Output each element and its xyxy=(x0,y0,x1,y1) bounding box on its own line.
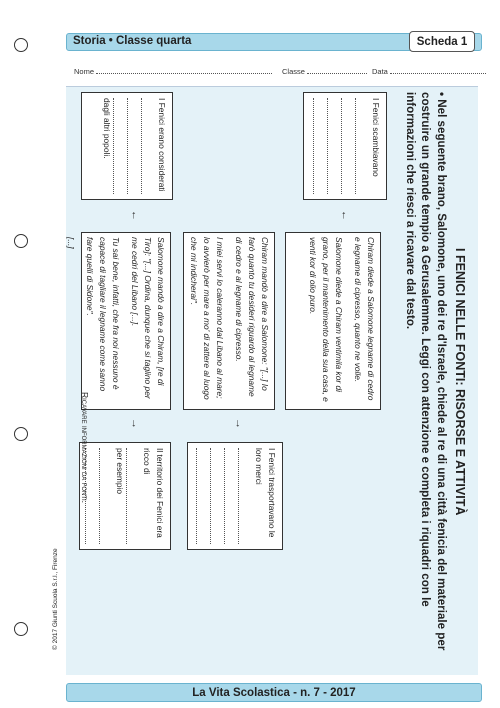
answer-box-territory-tail: per esempio xyxy=(115,448,125,495)
passage-2: Tu sai bene, infatti, che fra noi nessuno è capace di tagliare il legname come sanno fare quelli di Sidone". xyxy=(85,237,121,392)
arrow-icon: ← xyxy=(339,210,351,221)
passage-6: Salomone diede a Chiram ventimila kor di grano, per il mantenimento della sua casa, e venti kor di olio puro. xyxy=(308,237,344,402)
date-field[interactable] xyxy=(372,66,486,76)
passage-2-ellipsis: [...] xyxy=(66,237,76,249)
passage-5: Chiram diede a Salomone legname di cedro e legname di cipresso, quanto ne volle. xyxy=(353,237,376,401)
binder-hole xyxy=(14,234,28,248)
arrow-icon: ← xyxy=(129,210,141,221)
binder-hole xyxy=(14,38,28,52)
answer-box-skilled-prompt: I Fenici erano considerati xyxy=(157,98,167,192)
date-label: Data xyxy=(372,67,388,76)
answer-box-territory[interactable] xyxy=(79,442,171,550)
answer-box-transported[interactable] xyxy=(187,442,283,550)
passage-1: Salomone mandò a dire a Chiram, [re di Tiro]: "[...] Ordina, dunque che si taglino per me cedri del Libano [...]. xyxy=(130,237,166,399)
copyright-notice: © 2017 Giunti Scuola S.r.l., Firenze xyxy=(52,548,59,650)
header-bar xyxy=(66,33,482,51)
binder-hole xyxy=(14,427,28,441)
name-label: Nome xyxy=(74,67,95,76)
arrow-icon: → xyxy=(129,418,141,429)
answer-box-skilled[interactable] xyxy=(81,92,173,200)
passage-exchange xyxy=(285,232,381,410)
answer-box-exchanged-prompt: I Fenici scambiavano xyxy=(371,98,381,177)
answer-box-transported-prompt: I Fenici trasportavano le loro merci xyxy=(254,448,277,538)
worksheet-title: I FENICI NELLE FONTI: RISORSE E ATTIVITÀ xyxy=(453,248,467,516)
name-field[interactable] xyxy=(74,66,272,76)
arrow-icon: → xyxy=(233,418,245,429)
instructions: • Nel seguente brano, Salomone, uno dei re d'Israele, chiede al re di una città fenicia del materiale per costruire un grande tempio a Gerusalemme. Leggi con attenzione e completa i riquadri con le informazioni che riesci a ricavare dal testo. xyxy=(404,92,448,651)
passage-4: I miei servi lo caleranno dal Libano al mare; lo avvierò per mare a mo' di zattere al luogo che mi indicherai". xyxy=(189,237,225,400)
binder-hole xyxy=(14,622,28,636)
worksheet-number-tab: Scheda 1 xyxy=(409,31,475,52)
passage-solomon-request xyxy=(66,232,171,410)
footer-bar: La Vita Scolastica - n. 7 - 2017 xyxy=(66,683,482,702)
passage-3: Chiram mandò a dire a Salomone: "[...] Io farò quanto tu desideri riguardo al legname di cedro e al legname di cipresso. xyxy=(234,237,270,397)
class-field[interactable] xyxy=(282,66,367,76)
skill-label: Ricavare informazioni da fonti. xyxy=(80,392,90,504)
answer-box-skilled-tail: dagli altri popoli. xyxy=(102,98,112,159)
answer-box-exchanged[interactable] xyxy=(303,92,387,200)
header-title: Storia • Classe quarta xyxy=(73,35,192,47)
worksheet-body xyxy=(66,92,471,664)
passage-chiram-reply xyxy=(183,232,275,410)
answer-box-territory-prompt: Il territorio dei Fenici era ricco di xyxy=(142,448,165,538)
class-label: Classe xyxy=(282,67,305,76)
